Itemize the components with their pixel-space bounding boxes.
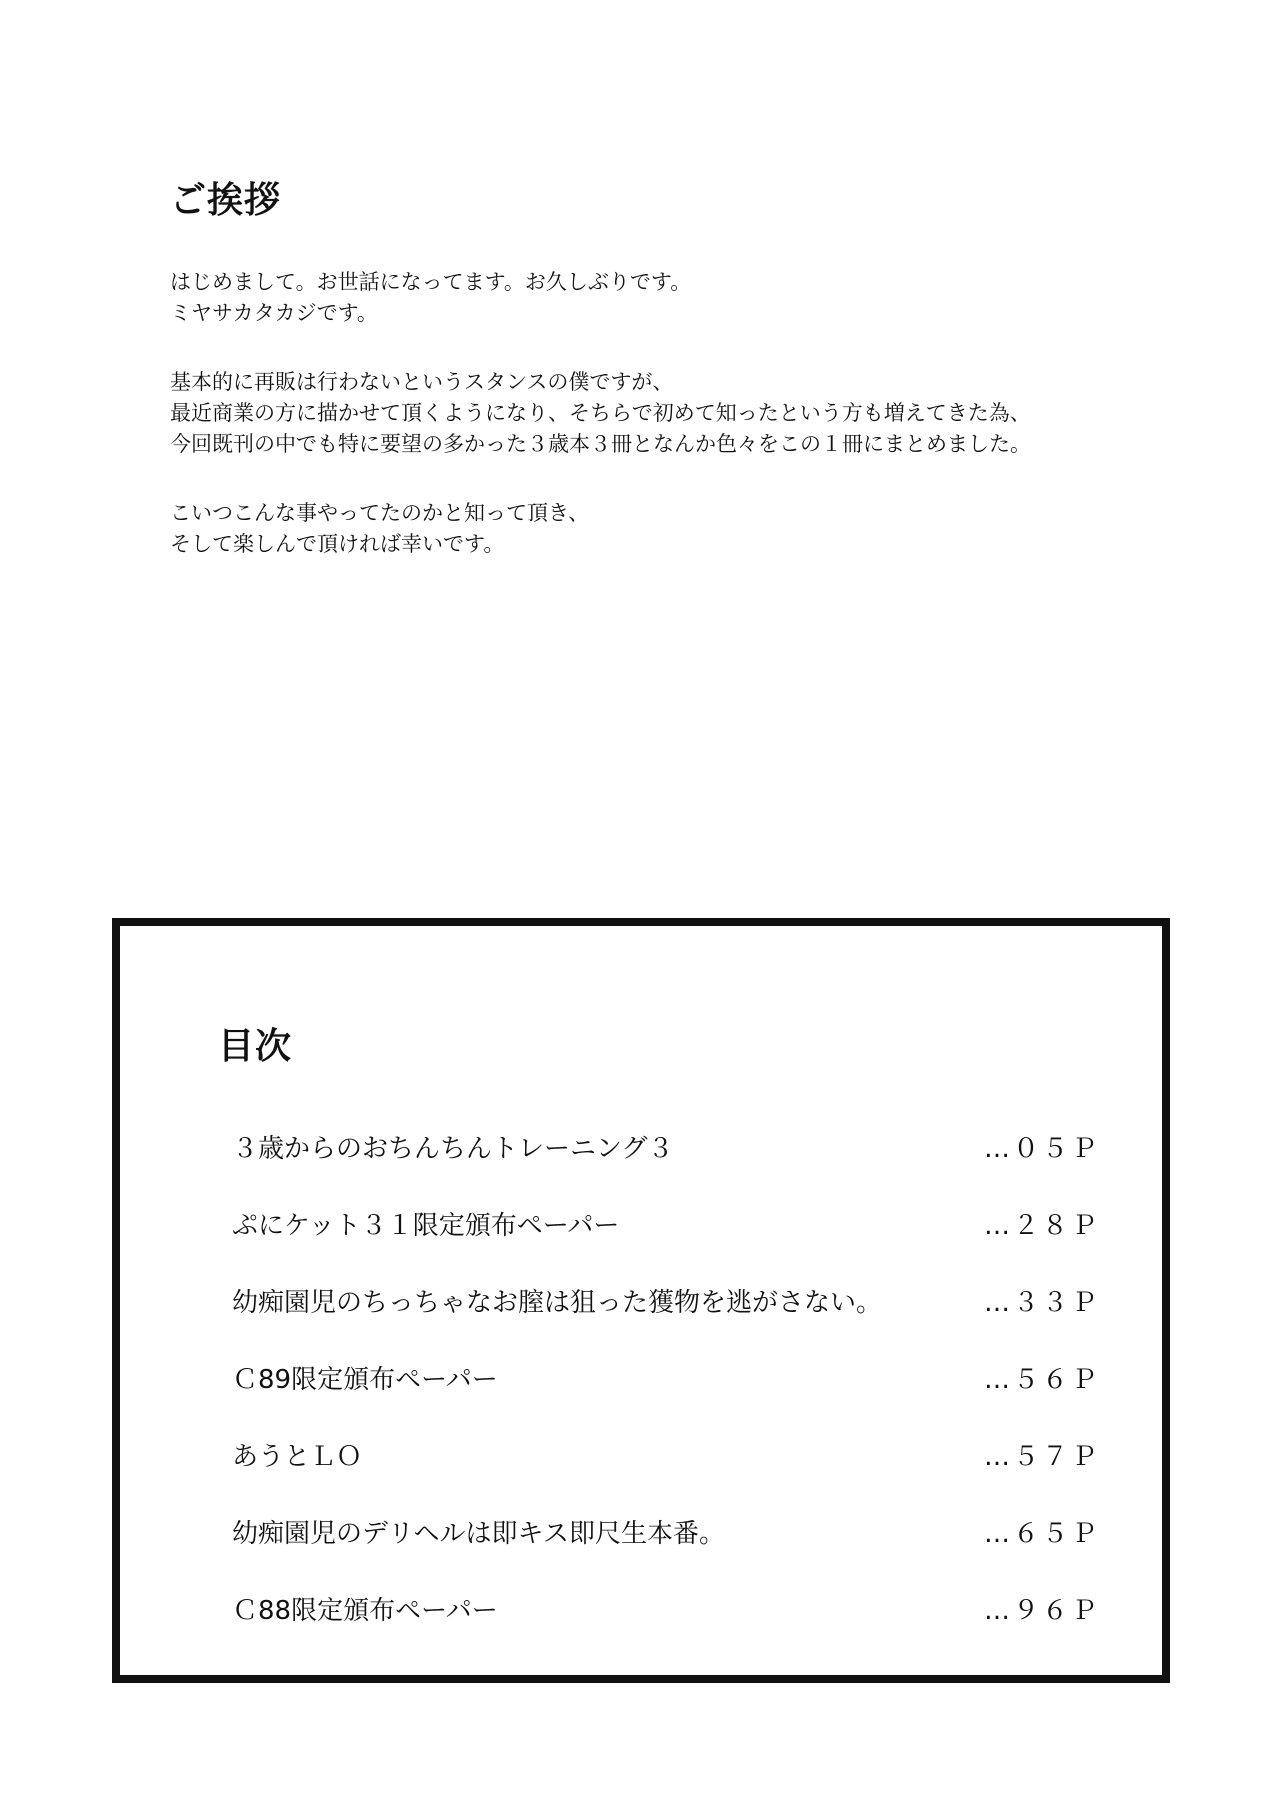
greeting-section	[170, 172, 1170, 598]
toc-entry-title: Ｃ88限定頒布ペーパー	[232, 1596, 498, 1626]
toc-entry	[232, 1493, 1102, 1570]
greeting-line: 最近商業の方に描かせて頂くようになり、そちらで初めて知ったという方も増えてきた為、	[170, 401, 1031, 425]
greeting-line: こいつこんな事やってたのかと知って頂き、	[170, 501, 590, 525]
greeting-line: 基本的に再販は行わないというスタンスの僕ですが、	[170, 370, 674, 394]
greeting-paragraph	[170, 498, 1170, 560]
toc-entry-page: …９６Ｐ	[984, 1596, 1101, 1626]
toc-entry	[232, 1262, 1102, 1339]
toc-entry-page: …０５Ｐ	[984, 1134, 1101, 1164]
toc-entry	[232, 1416, 1102, 1493]
toc-list	[232, 1108, 1102, 1647]
toc-entry	[232, 1185, 1102, 1262]
toc-entry-title: 幼痴園児のデリヘルは即キス即尺生本番。	[232, 1519, 725, 1549]
toc-entry-title: ３歳からのおちんちんトレーニング３	[232, 1134, 674, 1164]
greeting-paragraph	[170, 267, 1170, 329]
greeting-line: 今回既刊の中でも特に要望の多かった３歳本３冊となんか色々をこの１冊にまとめました。	[170, 432, 1031, 456]
toc-entry-page: …３３Ｐ	[984, 1288, 1101, 1318]
greeting-paragraph	[170, 367, 1170, 460]
toc-entry-title: Ｃ89限定頒布ペーパー	[232, 1365, 498, 1395]
greeting-line: はじめまして。お世話になってます。お久しぶりです。	[170, 270, 692, 294]
toc-entry-page: …５７Ｐ	[984, 1442, 1101, 1472]
toc-title: 目次	[218, 1026, 293, 1067]
greeting-line: ミヤサカタカジです。	[170, 301, 378, 325]
table-of-contents-box	[112, 918, 1170, 1683]
toc-entry	[232, 1108, 1102, 1185]
toc-entry	[232, 1570, 1102, 1647]
toc-entry-page: …６５Ｐ	[984, 1519, 1101, 1549]
toc-entry-page: …５６Ｐ	[984, 1365, 1101, 1395]
toc-entry-title: あうとＬＯ	[232, 1442, 363, 1472]
greeting-line: そして楽しんで頂ければ幸いです。	[170, 532, 505, 556]
toc-entry-title: ぷにケット３１限定頒布ペーパー	[232, 1211, 620, 1241]
toc-entry-page: …２８Ｐ	[984, 1211, 1101, 1241]
toc-entry	[232, 1339, 1102, 1416]
greeting-title: ご挨拶	[170, 180, 282, 221]
toc-entry-title: 幼痴園児のちっちゃなお膣は狙った獲物を逃がさない。	[232, 1288, 883, 1318]
